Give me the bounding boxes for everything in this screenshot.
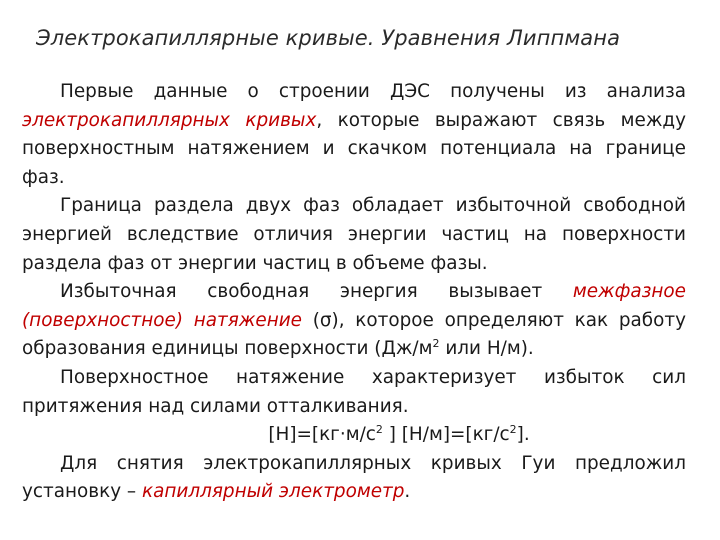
units-text-a: [Н]=[кг·м/с: [268, 424, 376, 446]
term-capillary-electrometer: капиллярный электрометр: [141, 481, 405, 503]
paragraph-surface-tension: [22, 278, 686, 364]
slide-title: Электрокапиллярные кривые. Уравнения Липпмана: [36, 26, 621, 50]
paragraph-gouy-apparatus: [22, 450, 686, 507]
units-formula: [22, 421, 686, 450]
p5-text-a: Для снятия электрокапиллярных кривых Гуи предложил установку –: [22, 452, 686, 503]
p3-text-d: или Н/м).: [439, 338, 534, 360]
term-electrocapillary-curves: электрокапиллярных кривых: [22, 109, 317, 131]
p5-text-c: .: [404, 481, 411, 503]
p3-text-a: Избыточная свободная энергия вызывает: [60, 281, 573, 303]
p1-text-a: Первые данные о строении ДЭС получены из анализа: [60, 81, 686, 102]
p3-superscript: 2: [432, 337, 440, 351]
paragraph-edl-data: [22, 78, 686, 192]
units-superscript-2: 2: [509, 423, 517, 436]
paragraph-interface-energy: Граница раздела двух фаз обладает избыточной свободной энергией вследствие отличия энергии частиц на поверхности раздела фаз от энергии частиц в объеме фазы.: [22, 195, 686, 274]
p1-text-c: , которые выражают связь между поверхностным натяжением и скачком потенциала на границе фаз.: [22, 109, 686, 188]
paragraph-surface-tension-definition: Поверхностное натяжение характеризует избыток сил притяжения над силами отталкивания.: [22, 366, 686, 417]
p3-text-c: (σ), которое определяют как работу образования единицы поверхности (Дж/м: [22, 309, 686, 360]
term-interfacial-tension: межфазное (поверхностное) натяжение: [22, 281, 686, 331]
slide-body: [22, 78, 686, 507]
units-superscript-1: 2: [375, 423, 383, 436]
units-text-c: ].: [516, 424, 530, 446]
units-text-b: ] [Н/м]=[кг/с: [382, 424, 510, 446]
